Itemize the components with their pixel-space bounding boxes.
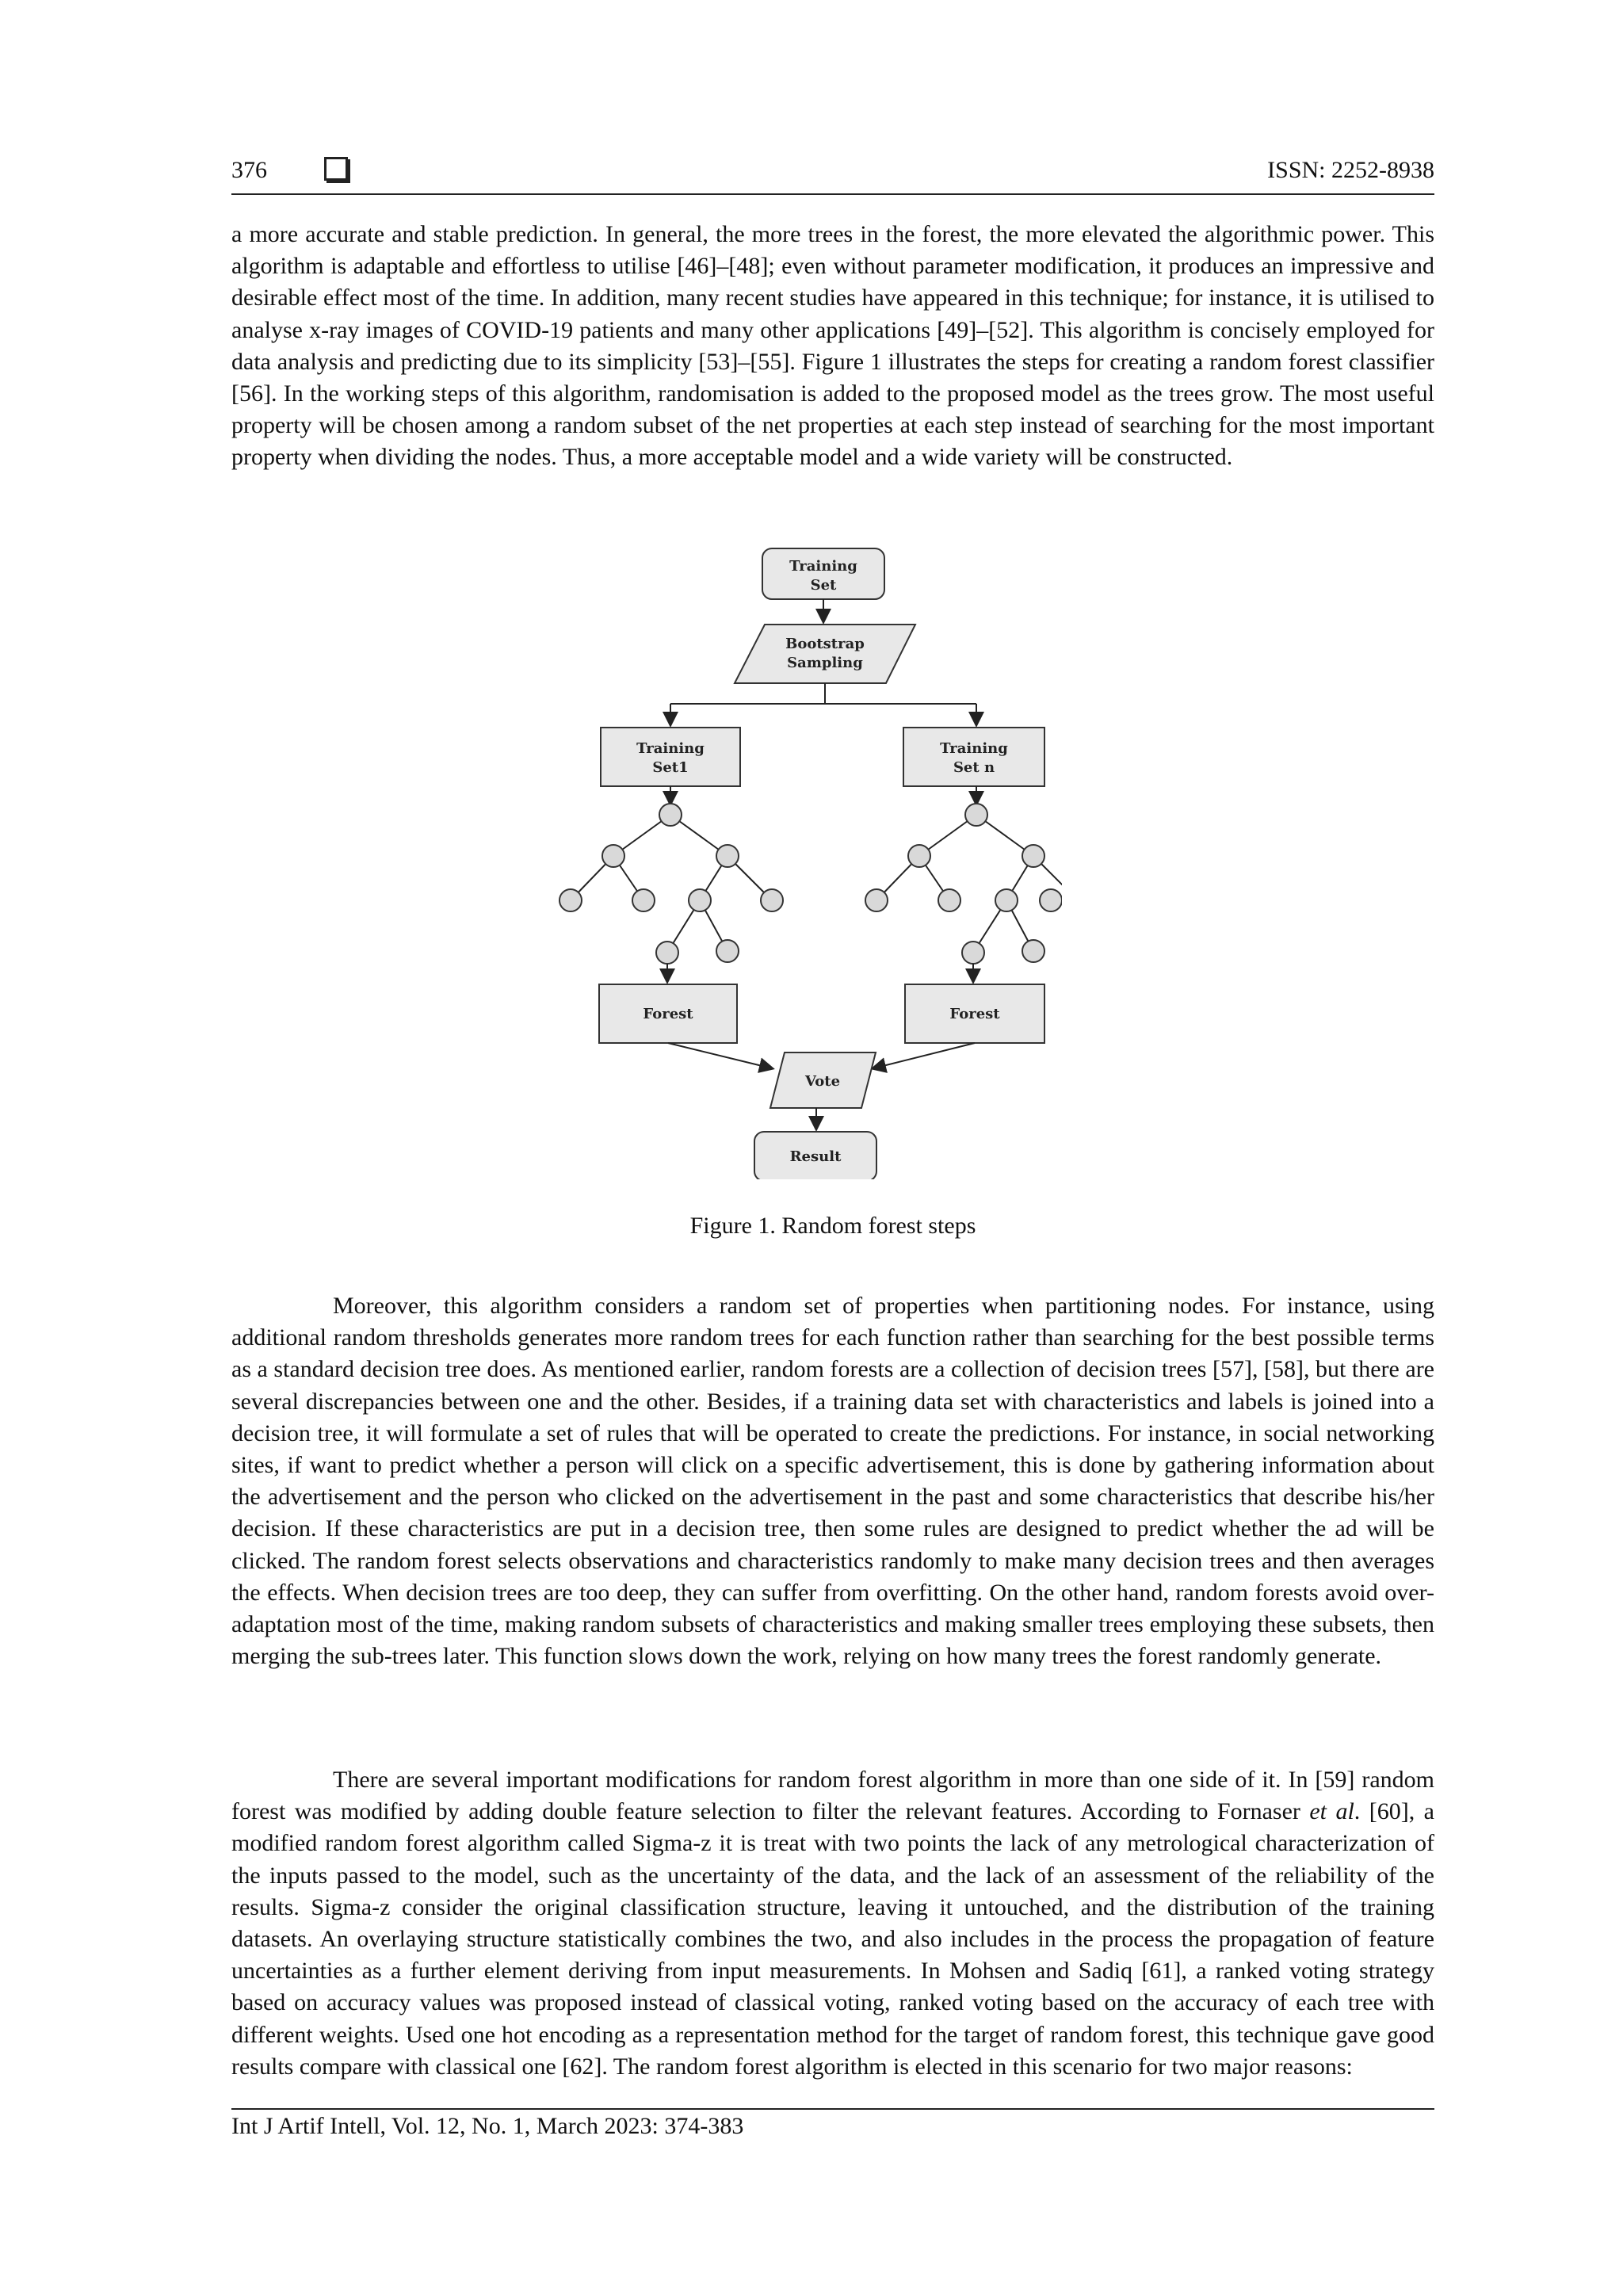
node-training-set1 <box>601 728 740 786</box>
node-bootstrap-sampling <box>735 625 915 683</box>
node-bootstrap-line1: Bootstrap <box>785 636 865 652</box>
node-set1-line2: Set1 <box>652 759 689 776</box>
edge <box>668 1043 772 1068</box>
tree-node <box>1022 940 1044 962</box>
paragraph-modifications <box>231 1764 1434 2083</box>
tree-node <box>559 889 582 911</box>
tree-node <box>716 940 739 962</box>
node-setn-line2: Set n <box>953 759 995 776</box>
page-footer <box>231 2108 1434 2140</box>
node-result-label: Result <box>789 1148 842 1165</box>
node-setn-line1: Training <box>940 740 1008 757</box>
figure-caption: Figure 1. Random forest steps <box>689 1213 976 1239</box>
tree-node <box>865 889 888 911</box>
italic-et-al: et al <box>1309 1798 1354 1825</box>
tree-node <box>1040 889 1062 911</box>
node-training-set-line1: Training <box>789 558 857 575</box>
tree-node <box>602 845 624 867</box>
tree-node <box>716 845 739 867</box>
node-training-setn <box>903 728 1044 786</box>
tree-node <box>962 942 984 964</box>
edge <box>873 1043 975 1068</box>
tree-node <box>656 942 678 964</box>
page-header <box>231 155 1434 195</box>
journal-citation: Int J Artif Intell, Vol. 12, No. 1, March 2023: 374-383 <box>231 2113 744 2139</box>
node-set1-line1: Training <box>636 740 705 757</box>
page-number: 376 <box>231 157 267 183</box>
node-forest-left-label: Forest <box>643 1006 693 1022</box>
paragraph-text: There are several important modifications for random forest algorithm in more than one side of it. In [59] random forest was modified by adding double feature selection to filter the relevant features. According to Fornaser <box>231 1767 1434 1825</box>
square-bullet-icon <box>324 157 348 181</box>
node-forest-right-label: Forest <box>949 1006 1000 1022</box>
tree-node <box>1022 845 1044 867</box>
tree-node <box>659 804 682 826</box>
node-training-set-line2: Set <box>810 577 837 594</box>
tree-node <box>938 889 960 911</box>
flowchart <box>555 545 1062 1179</box>
node-vote-label: Vote <box>804 1073 841 1090</box>
paragraph-intro: a more accurate and stable prediction. In general, the more trees in the forest, the more elevated the algorithmic power. This algorithm is adaptable and effortless to utilise [46]–[48]; even without parameter modification, it produces an impressive and desirable effect most of the time. In addition, many recent studies have appeared in this technique; for instance, it is utilised to analyse x-ray images of COVID-19 patients and many other applications [49]–[52]. This algorithm is concisely employed for data analysis and predicting due to its simplicity [53]–[55]. Figure 1 illustrates the steps for creating a random forest classifier [56]. In the working steps of this algorithm, randomisation is added to the proposed model as the trees grow. The most useful property will be chosen among a random subset of the net properties at each step instead of searching for the most important property when dividing the nodes. Thus, a more acceptable model and a wide variety will be constructed. <box>231 221 1434 471</box>
node-bootstrap-line2: Sampling <box>787 655 863 671</box>
paragraph-text: . [60], a modified random forest algorithm called Sigma-z it is treat with two points the lack of any metrological characterization of the inputs passed to the model, such as the uncertainty of the data, and the lack of an assessment of the reliability of the results. Sigma-z consider the original classification structure, leaving it untouched, and the distribution of the training datasets. An overlaying structure statistically combines the two, and also includes in the process the propagation of feature uncertainties as a further element deriving from input measurements. In Mohsen and Sadiq [61], a ranked voting strategy based on accuracy values was proposed instead of classical voting, ranked voting based on the accuracy of each tree with different weights. Used one hot encoding as a representation method for the target of random forest, this technique gave good results compare with classical one [62]. The random forest algorithm is elected in this scenario for two major reasons: <box>231 1798 1435 2080</box>
figure-random-forest-steps <box>555 545 1062 1179</box>
tree-node <box>761 889 783 911</box>
tree-node <box>965 804 987 826</box>
paragraph-moreover: Moreover, this algorithm considers a random set of properties when partitioning nodes. For instance, using additional random thresholds generates more random trees for each function rather than searching for the best possible terms as a standard decision tree does. As mentioned earlier, random forests are a collection of decision trees [57], [58], but there are several discrepancies between one and the other. Besides, if a training data set with characteristics and labels is joined into a decision tree, it will formulate a set of rules that will be operated to create the predictions. For instance, in social networking sites, if want to predict whether a person will click on a specific advertisement, this is done by gathering information about the advertisement and the person who clicked on the advertisement in the past and some characteristics that describe his/her decision. If these characteristics are put in a decision tree, then some rules are designed to predict whether the ad will be clicked. The random forest selects observations and characteristics randomly to make many decision trees and then averages the effects. When decision trees are too deep, they can suffer from overfitting. On the other hand, random forests avoid over-adaptation most of the time, making random subsets of characteristics and making smaller trees employing these subsets, then merging the sub-trees later. This function slows down the work, relying on how many trees the forest randomly generate. <box>231 1293 1434 1670</box>
tree-node <box>632 889 655 911</box>
tree-node <box>908 845 930 867</box>
tree-node <box>689 889 711 911</box>
tree-node <box>995 889 1018 911</box>
issn-label: ISSN: 2252-8938 <box>1267 157 1434 183</box>
